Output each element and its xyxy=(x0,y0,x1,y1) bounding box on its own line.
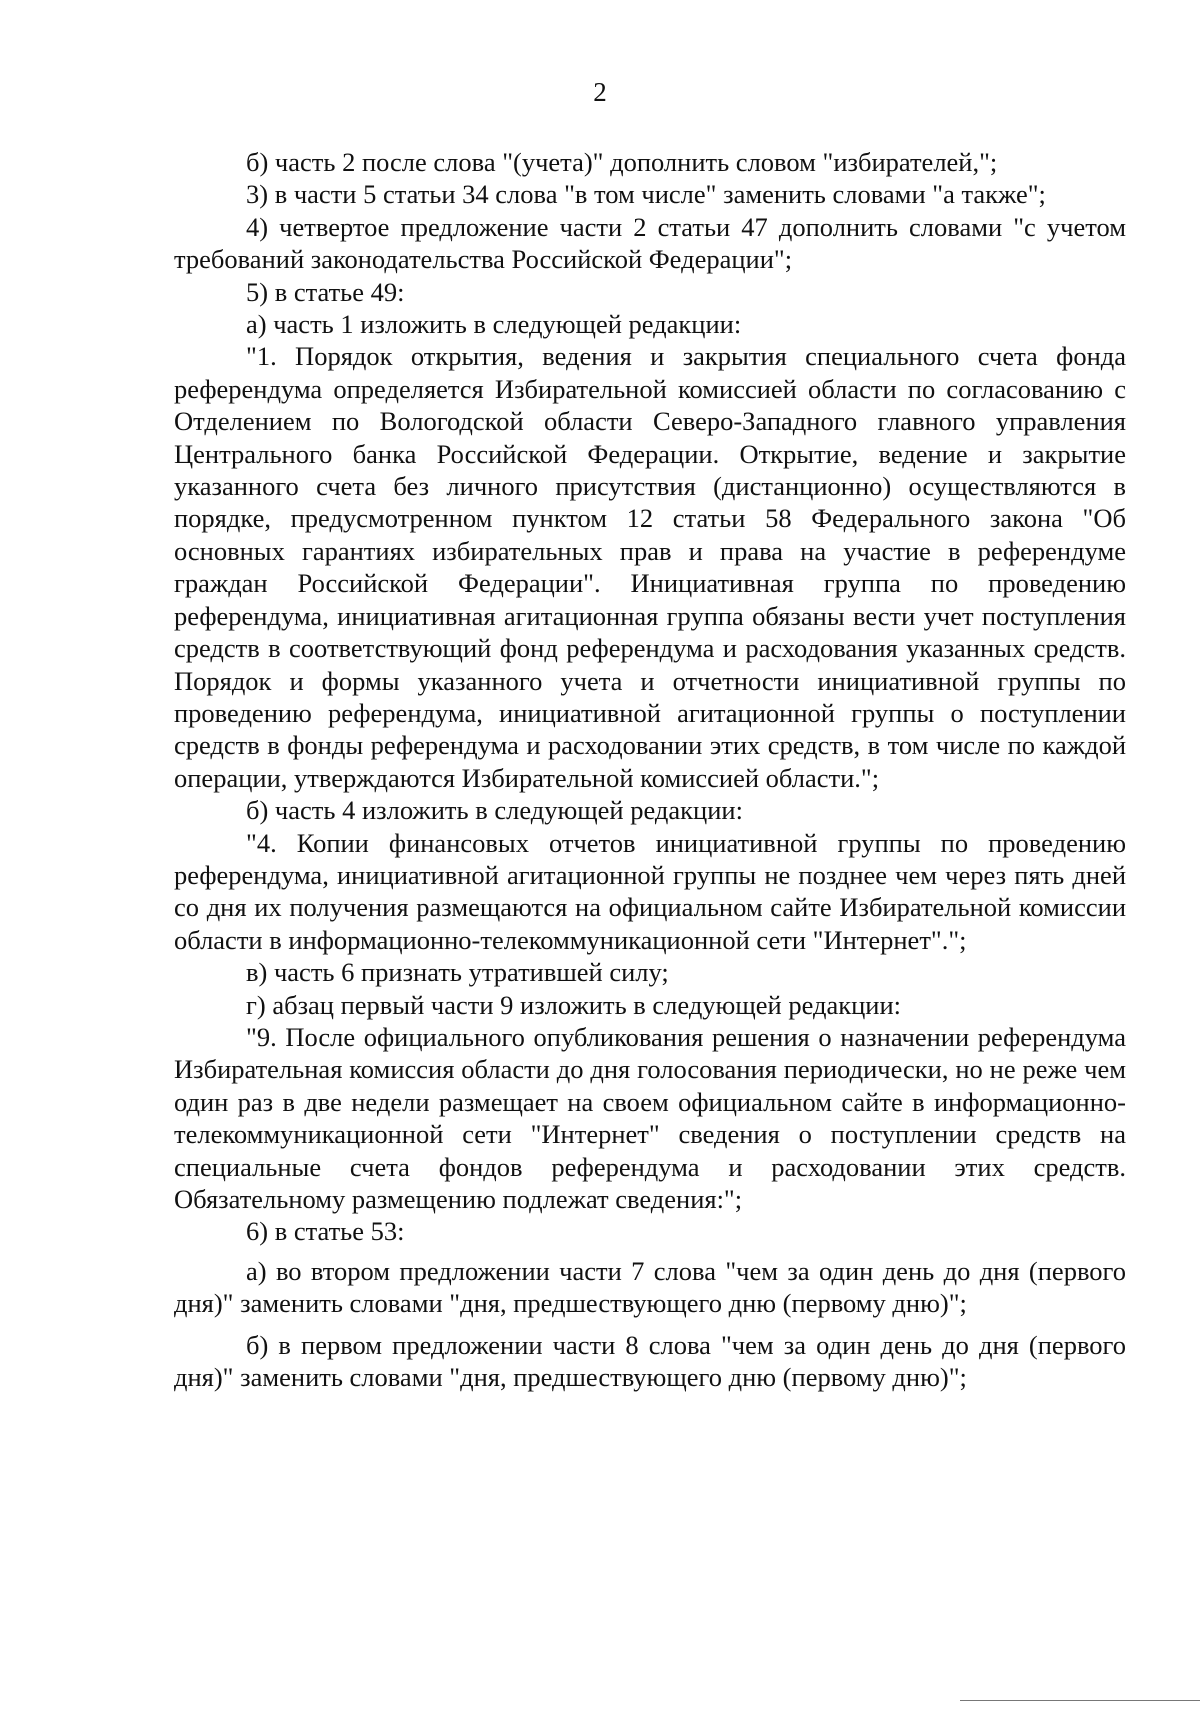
document-body xyxy=(174,146,1126,1393)
footer-rule xyxy=(960,1700,1200,1701)
paragraph-amendment-b-part-2: б) часть 2 после слова "(учета)" дополнить словом "избирателей,"; xyxy=(246,147,998,177)
paragraph-item-5v: в) часть 6 признать утратившей силу; xyxy=(246,957,669,988)
paragraph-item-5a: а) часть 1 изложить в следующей редакции: xyxy=(246,309,742,340)
paragraph-item-6: 6) в статье 53: xyxy=(246,1216,405,1247)
paragraph-quote-part-4: "4. Копии финансовых отчетов инициативной группы по проведению референдума, инициативной агитационной группы не позднее чем через пять дней со дня их получения размещаются на официальном сайте Избирательной комиссии области в информационно-телекоммуникационной сети "Интернет"."; xyxy=(174,827,1126,955)
paragraph-item-6b: б) в первом предложении части 8 слова "чем за один день до дня (первого дня)" заменить словами "дня, предшествующего дню (первому дню)"; xyxy=(174,1329,1126,1393)
paragraph-item-5: 5) в статье 49: xyxy=(246,276,405,307)
paragraph-item-5b: б) часть 4 изложить в следующей редакции: xyxy=(246,795,743,826)
paragraph-item-3: 3) в части 5 статьи 34 слова "в том числе" заменить словами "а также"; xyxy=(246,179,1046,210)
paragraph-quote-part-9: "9. После официального опубликования решения о назначении референдума Избирательная комиссия области до дня голосования периодически, но не реже чем один раз в две недели размещает на своем официальном сайте в информационно-телекоммуникационной сети "Интернет" сведения о поступлении средств на специальные счета фондов референдума и расходовании этих средств. Обязательному размещению подлежат сведения:"; xyxy=(174,1021,1126,1214)
page-number: 2 xyxy=(593,77,607,107)
paragraph-quote-part-1: "1. Порядок открытия, ведения и закрытия специального счета фонда референдума определяется Избирательной комиссией области по согласованию с Отделением по Вологодской области Северо-Западного главного управления Центрального банка Российской Федерации. Открытие, ведение и закрытие указанного счета без личного присутствия (дистанционно) осуществляются в порядке, предусмотренном пунктом 12 статьи 58 Федерального закона "Об основных гарантиях избирательных прав и права на участие в референдуме граждан Российской Федерации". Инициативная группа по проведению референдума, инициативная агитационная группа обязаны вести учет поступления средств в соответствующий фонд референдума и расходования указанных средств. Порядок и формы указанного учета и отчетности инициативной группы по проведению референдума, инициативной агитационной группы о поступлении средств в фонды референдума и расходовании этих средств, в том числе по каждой операции, утверждаются Избирательной комиссией области."; xyxy=(174,341,1126,793)
paragraph-item-4: 4) четвертое предложение части 2 статьи 47 дополнить словами "с учетом требований законодательства Российской Федерации"; xyxy=(174,211,1126,275)
paragraph-item-6a: а) во втором предложении части 7 слова "чем за один день до дня (первого дня)" заменить словами "дня, предшествующего дню (первому дню)"; xyxy=(174,1255,1126,1319)
paragraph-item-5g: г) абзац первый части 9 изложить в следующей редакции: xyxy=(246,989,902,1020)
